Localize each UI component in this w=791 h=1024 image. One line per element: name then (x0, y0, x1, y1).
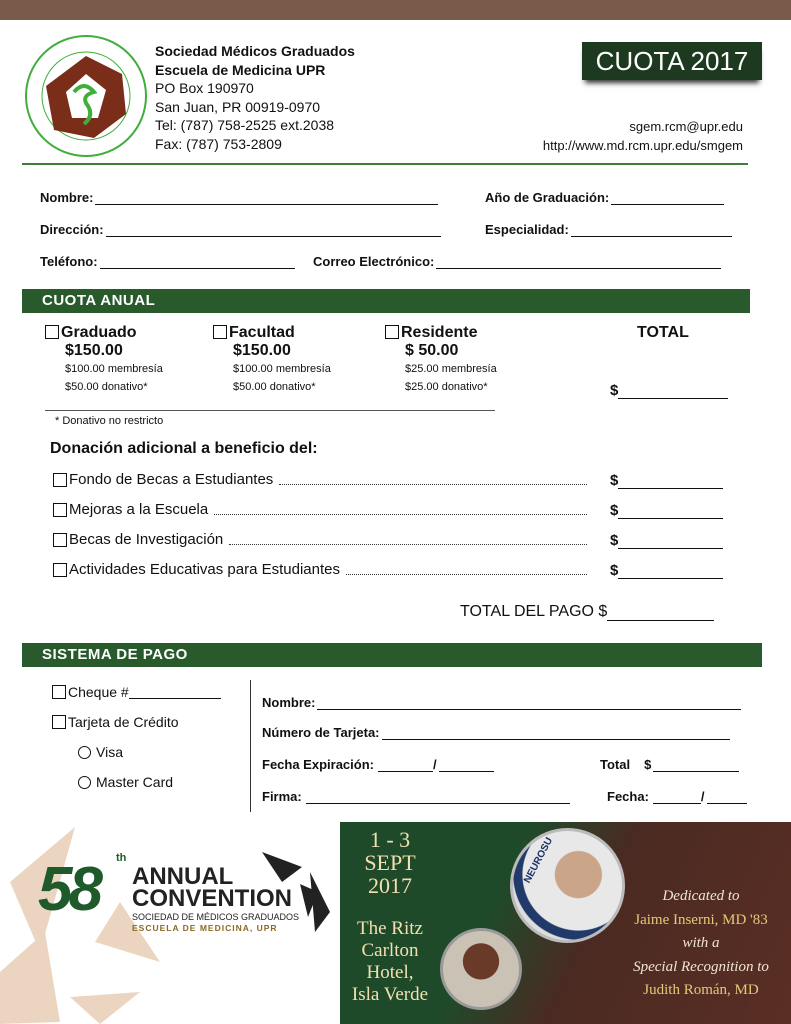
slash: / (700, 789, 705, 804)
visa-option[interactable] (78, 744, 123, 760)
address-line: PO Box 190970 (155, 80, 254, 96)
item-label: Becas de Investigación (69, 531, 224, 548)
especialidad-field[interactable] (485, 222, 732, 237)
org-name: Sociedad Médicos Graduados (155, 43, 355, 59)
top-bar (0, 0, 791, 20)
address-line: San Juan, PR 00919-0970 (155, 98, 321, 115)
firma-field[interactable] (262, 789, 570, 804)
venue (345, 918, 435, 1006)
option-amount: $ 50.00 (405, 342, 459, 359)
field-label: Teléfono: (40, 254, 98, 269)
dollar-sign: $ (644, 757, 652, 772)
option-label: Tarjeta de Crédito (68, 714, 179, 730)
option-label: Cheque # (68, 684, 129, 700)
checkbox[interactable] (53, 503, 67, 517)
total-label: TOTAL (637, 324, 689, 341)
item-label: Actividades Educativas para Estudiantes (69, 561, 340, 578)
checkbox[interactable] (52, 685, 66, 699)
field-label: Número de Tarjeta: (262, 725, 380, 740)
field-label: Dirección: (40, 222, 104, 237)
sistema-pago-header: SISTEMA DE PAGO (22, 643, 762, 667)
month: SEPT (364, 850, 416, 875)
fax: Fax: (787) 753-2809 (155, 135, 282, 152)
org-info (155, 42, 355, 153)
phone: Tel: (787) 758-2525 ext.2038 (155, 117, 335, 133)
donacion-heading: Donación adicional a beneficio del: (50, 440, 318, 457)
field-label: Correo Electrónico: (313, 254, 435, 269)
checkbox[interactable] (52, 715, 66, 729)
checkbox[interactable] (213, 325, 227, 339)
society-logo (24, 34, 148, 158)
field-label: Total (600, 757, 631, 772)
event-dates (345, 828, 435, 897)
option-detail: $25.00 membresía (405, 363, 497, 375)
dedicated-text: Dedicated to (662, 888, 740, 904)
donation-item[interactable] (53, 501, 593, 518)
dollar-sign: $ (610, 382, 619, 399)
option-label: Visa (96, 744, 123, 760)
expiration-field[interactable] (262, 757, 494, 772)
banner-org: SOCIEDAD DE MÉDICOS GRADUADOS (132, 912, 300, 922)
card-total-field[interactable] (600, 757, 739, 772)
donation-item[interactable] (53, 531, 593, 548)
amount-field[interactable] (610, 532, 723, 549)
card-number-field[interactable] (262, 725, 730, 740)
dollar-sign: $ (610, 562, 619, 579)
convention-title (132, 863, 293, 912)
divider (45, 410, 495, 411)
honoree-name: Jaime Inserni, MD '83 (634, 911, 768, 928)
field-label: Fecha Expiración: (262, 757, 374, 772)
card-nombre-field[interactable] (262, 695, 741, 710)
cuota-badge: CUOTA 2017 (582, 42, 762, 80)
option-label: Facultad (229, 324, 295, 341)
dollar-sign: $ (610, 502, 619, 519)
venue-line: Hotel, (366, 962, 414, 983)
website-link[interactable]: http://www.md.rcm.upr.edu/smgem (542, 137, 743, 153)
field-label: Especialidad: (485, 222, 569, 237)
dates: 1 - 3 (369, 827, 411, 852)
field-label: Nombre: (40, 190, 94, 205)
slash: / (432, 757, 437, 772)
radio-button[interactable] (78, 776, 91, 789)
photo-badge-text: NEUROSU (522, 835, 556, 886)
field-label: Firma: (262, 789, 302, 804)
donation-item[interactable] (53, 471, 593, 488)
option-detail: $50.00 donativo* (233, 381, 316, 393)
school-name: Escuela de Medicina UPR (155, 61, 326, 78)
option-facultad[interactable] (213, 324, 331, 396)
checkbox[interactable] (53, 473, 67, 487)
venue-line: Isla Verde (351, 984, 429, 1005)
ano-graduacion-field[interactable] (485, 190, 724, 205)
correo-field[interactable] (313, 254, 721, 269)
checkbox[interactable] (53, 533, 67, 547)
divider (22, 163, 748, 165)
year: 2017 (368, 873, 412, 898)
option-amount: $150.00 (65, 342, 123, 359)
checkbox[interactable] (385, 325, 399, 339)
mastercard-option[interactable] (78, 774, 173, 790)
special-text: Special Recognition to (633, 958, 769, 975)
contact-info (543, 118, 743, 155)
footnote: * Donativo no restricto (55, 415, 164, 427)
field-label: Año de Graduación: (485, 190, 610, 205)
option-detail: $25.00 donativo* (405, 381, 488, 393)
item-label: Fondo de Becas a Estudiantes (69, 471, 274, 488)
tarjeta-option[interactable] (52, 714, 179, 730)
divider (250, 680, 251, 812)
option-graduado[interactable] (45, 324, 163, 396)
annual-text: ANNUAL (132, 863, 234, 890)
radio-button[interactable] (78, 746, 91, 759)
fecha-field[interactable] (607, 789, 747, 804)
dollar-sign: $ (610, 532, 619, 549)
item-label: Mejoras a la Escuela (69, 501, 209, 518)
cheque-option[interactable] (52, 684, 221, 700)
convention-number: 58 (38, 855, 99, 924)
field-label: Fecha: (607, 789, 649, 804)
amount-field[interactable] (610, 562, 723, 579)
option-label: Residente (401, 324, 478, 341)
checkbox[interactable] (53, 563, 67, 577)
field-label: Nombre: (262, 695, 316, 710)
option-detail: $100.00 membresía (233, 363, 331, 375)
ordinal-suffix: th (116, 852, 127, 864)
option-label: Master Card (96, 774, 174, 790)
telefono-field[interactable] (40, 254, 295, 269)
cuota-anual-header: CUOTA ANUAL (22, 289, 750, 313)
convention-text: CONVENTION (132, 885, 293, 912)
email-link[interactable]: sgem.rcm@upr.edu (629, 119, 743, 134)
total-pago-field[interactable] (460, 603, 714, 621)
total-pago-label: TOTAL DEL PAGO $ (460, 603, 608, 620)
option-amount: $150.00 (233, 342, 291, 359)
banner-school: ESCUELA DE MEDICINA, UPR (132, 923, 278, 933)
option-label: Graduado (61, 324, 137, 341)
honoree-photo (510, 828, 625, 943)
option-detail: $100.00 membresía (65, 363, 163, 375)
direccion-field[interactable] (40, 222, 441, 237)
option-residente[interactable] (385, 324, 497, 396)
dollar-sign: $ (610, 472, 619, 489)
amount-field[interactable] (610, 472, 723, 489)
dedication (612, 885, 790, 1003)
amount-field[interactable] (610, 502, 723, 519)
venue-line: Carlton (361, 940, 419, 961)
honoree2-photo (440, 928, 522, 1010)
with-text: with a (682, 935, 720, 951)
donation-item[interactable] (53, 561, 593, 578)
option-detail: $50.00 donativo* (65, 381, 148, 393)
cuota-total-field[interactable] (610, 382, 728, 399)
honoree2-name: Judith Román, MD (643, 982, 759, 998)
checkbox[interactable] (45, 325, 59, 339)
nombre-field[interactable] (40, 190, 438, 205)
venue-line: The Ritz (357, 918, 423, 939)
